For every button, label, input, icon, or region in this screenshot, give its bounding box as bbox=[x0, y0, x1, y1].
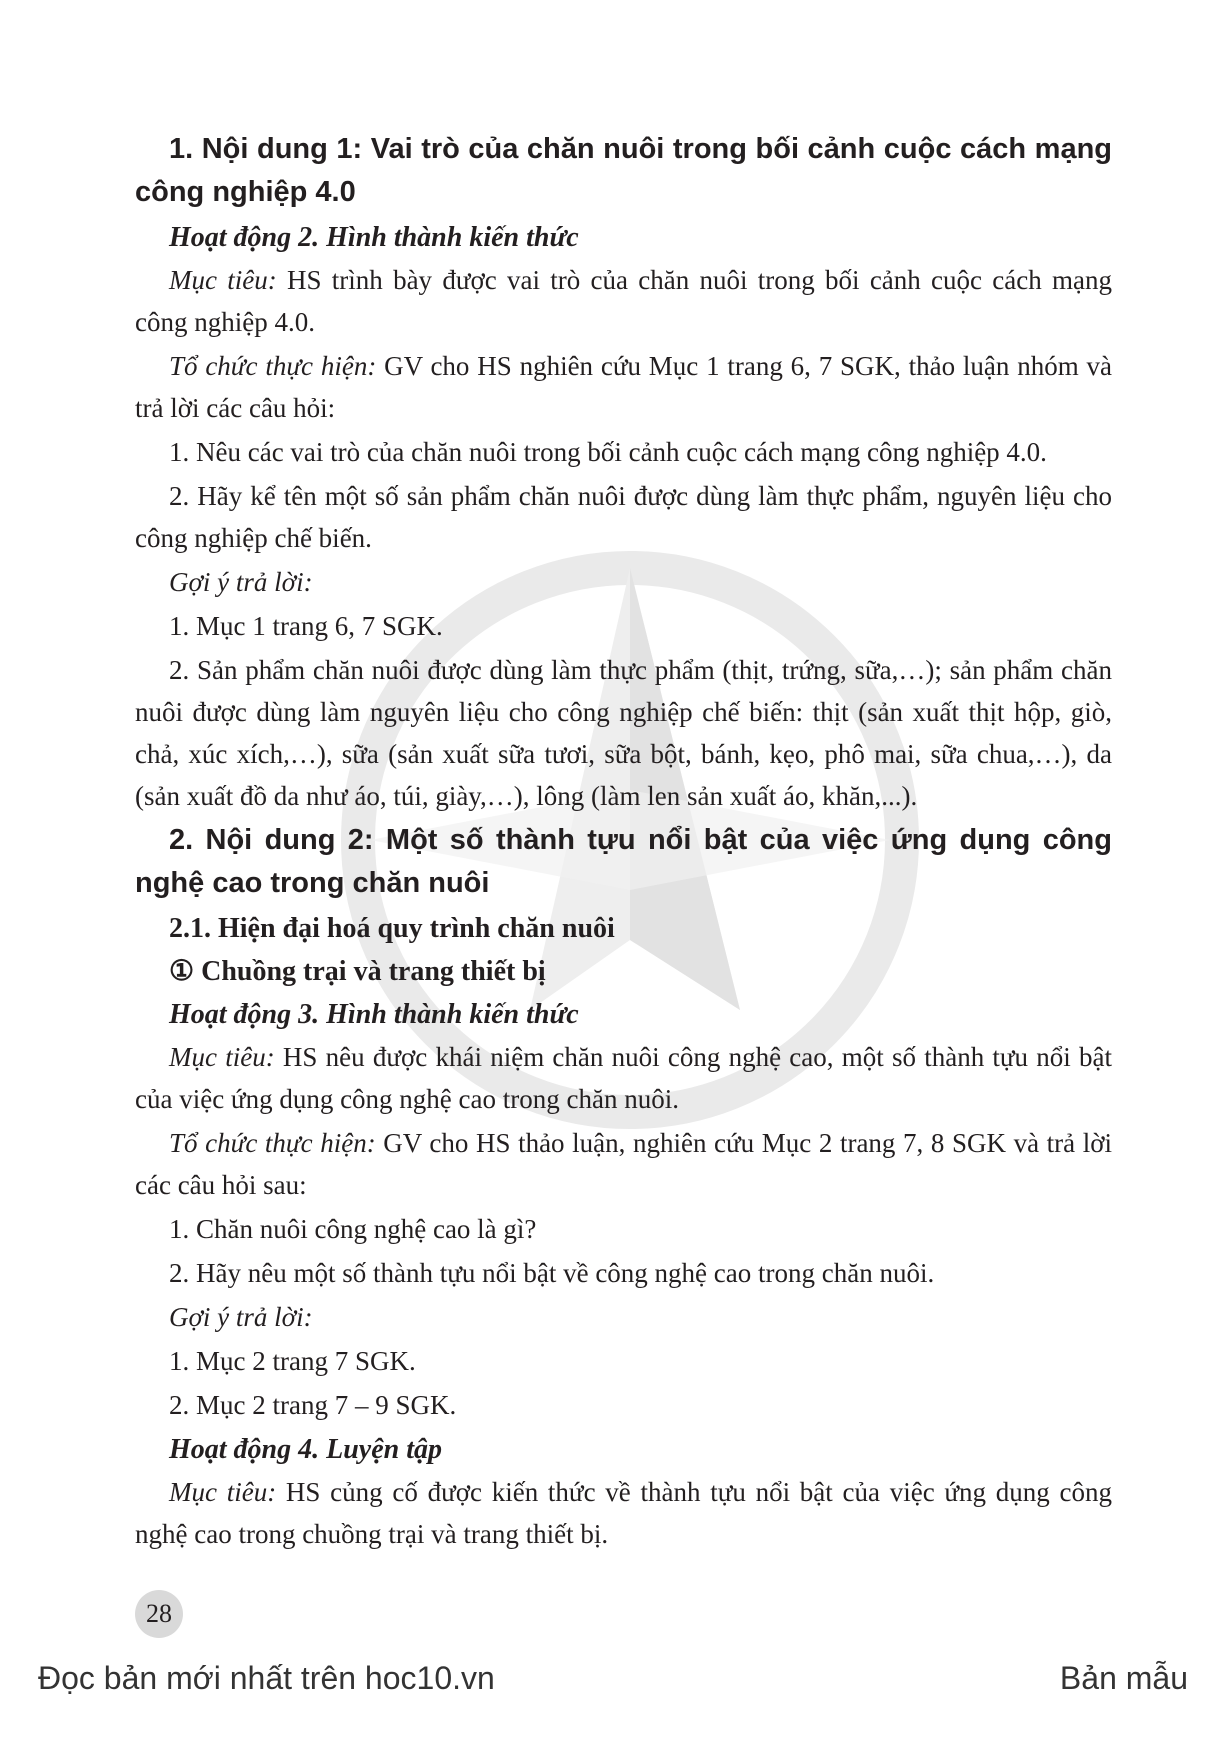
page-content bbox=[135, 128, 1112, 1557]
page-number: 28 bbox=[135, 1590, 183, 1638]
answer-3-2: 2. Mục 2 trang 7 – 9 SGK. bbox=[169, 1390, 457, 1420]
objective-4-text: HS củng cố được kiến thức về thành tựu nổi bật của việc ứng dụng công nghệ cao trong chuồng trại và trang thiết bị. bbox=[135, 1477, 1112, 1549]
section-2-heading: 2. Nội dung 2: Một số thành tựu nổi bật của việc ứng dụng công nghệ cao trong chăn nuôi bbox=[135, 824, 1112, 899]
objective-paragraph bbox=[135, 259, 1112, 345]
objective-3-paragraph bbox=[135, 1036, 1112, 1122]
organization-text: GV cho HS nghiên cứu Mục 1 trang 6, 7 SGK, thảo luận nhóm và trả lời các câu hỏi: bbox=[135, 351, 1112, 423]
answer-2: 2. Sản phẩm chăn nuôi được dùng làm thực phẩm (thịt, trứng, sữa,…); sản phẩm chăn nuôi được dùng làm nguyên liệu cho công nghiệp chế biến: thịt (sản xuất thịt hộp, giò, chả, xúc xích,…), sữa (sản xuất sữa tươi, sữa bột, bánh, kẹo, phô mai, sữa chua,…), da (sản xuất đồ da như áo, túi, giày,…), lông (làm len sản xuất áo, khăn,...). bbox=[135, 655, 1112, 811]
activity-3-title: Hoạt động 3. Hình thành kiến thức bbox=[169, 999, 579, 1030]
footer-link-hoc10[interactable]: Đọc bản mới nhất trên hoc10.vn bbox=[38, 1660, 495, 1696]
organization-3-label: Tổ chức thực hiện: bbox=[169, 1128, 376, 1158]
activity-2-title: Hoạt động 2. Hình thành kiến thức bbox=[169, 222, 579, 253]
answer-3-1: 1. Mục 2 trang 7 SGK. bbox=[169, 1346, 416, 1376]
objective-label: Mục tiêu: bbox=[169, 265, 277, 295]
organization-label: Tổ chức thực hiện: bbox=[169, 351, 377, 381]
footer-sample-label: Bản mẫu bbox=[1059, 1660, 1188, 1696]
organization-3-text: GV cho HS thảo luận, nghiên cứu Mục 2 trang 7, 8 SGK và trả lời các câu hỏi sau: bbox=[135, 1128, 1112, 1200]
section-1-heading: 1. Nội dung 1: Vai trò của chăn nuôi trong bối cảnh cuộc cách mạng công nghiệp 4.0 bbox=[135, 133, 1112, 208]
hint-3-label-text: Gợi ý trả lời: bbox=[169, 1302, 313, 1332]
question-1: 1. Nêu các vai trò của chăn nuôi trong bối cảnh cuộc cách mạng công nghiệp 4.0. bbox=[169, 437, 1047, 467]
objective-text: HS trình bày được vai trò của chăn nuôi trong bối cảnh cuộc cách mạng công nghiệp 4.0. bbox=[135, 265, 1113, 337]
subsection-2-1-title: 2.1. Hiện đại hoá quy trình chăn nuôi bbox=[169, 913, 615, 944]
question-2: 2. Hãy kể tên một số sản phẩm chăn nuôi được dùng làm thực phẩm, nguyên liệu cho công nghiệp chế biến. bbox=[135, 481, 1112, 553]
objective-3-label: Mục tiêu: bbox=[169, 1042, 275, 1072]
objective-4-label: Mục tiêu: bbox=[169, 1477, 277, 1507]
objective-4-paragraph bbox=[135, 1471, 1112, 1557]
item-1-title: ① Chuồng trại và trang thiết bị bbox=[169, 956, 546, 987]
organization-3-paragraph bbox=[135, 1122, 1112, 1208]
objective-3-text: HS nêu được khái niệm chăn nuôi công nghệ cao, một số thành tựu nổi bật của việc ứng dụng công nghệ cao trong chăn nuôi. bbox=[135, 1042, 1113, 1114]
activity-4-title: Hoạt động 4. Luyện tập bbox=[169, 1434, 443, 1465]
hint-label-text: Gợi ý trả lời: bbox=[169, 567, 313, 597]
hint-label bbox=[135, 561, 1112, 605]
hint-3-label bbox=[135, 1296, 1112, 1340]
question-3-2: 2. Hãy nêu một số thành tựu nổi bật về công nghệ cao trong chăn nuôi. bbox=[169, 1258, 935, 1288]
answer-1: 1. Mục 1 trang 6, 7 SGK. bbox=[169, 611, 443, 641]
question-3-1: 1. Chăn nuôi công nghệ cao là gì? bbox=[169, 1214, 537, 1244]
organization-paragraph bbox=[135, 345, 1112, 431]
